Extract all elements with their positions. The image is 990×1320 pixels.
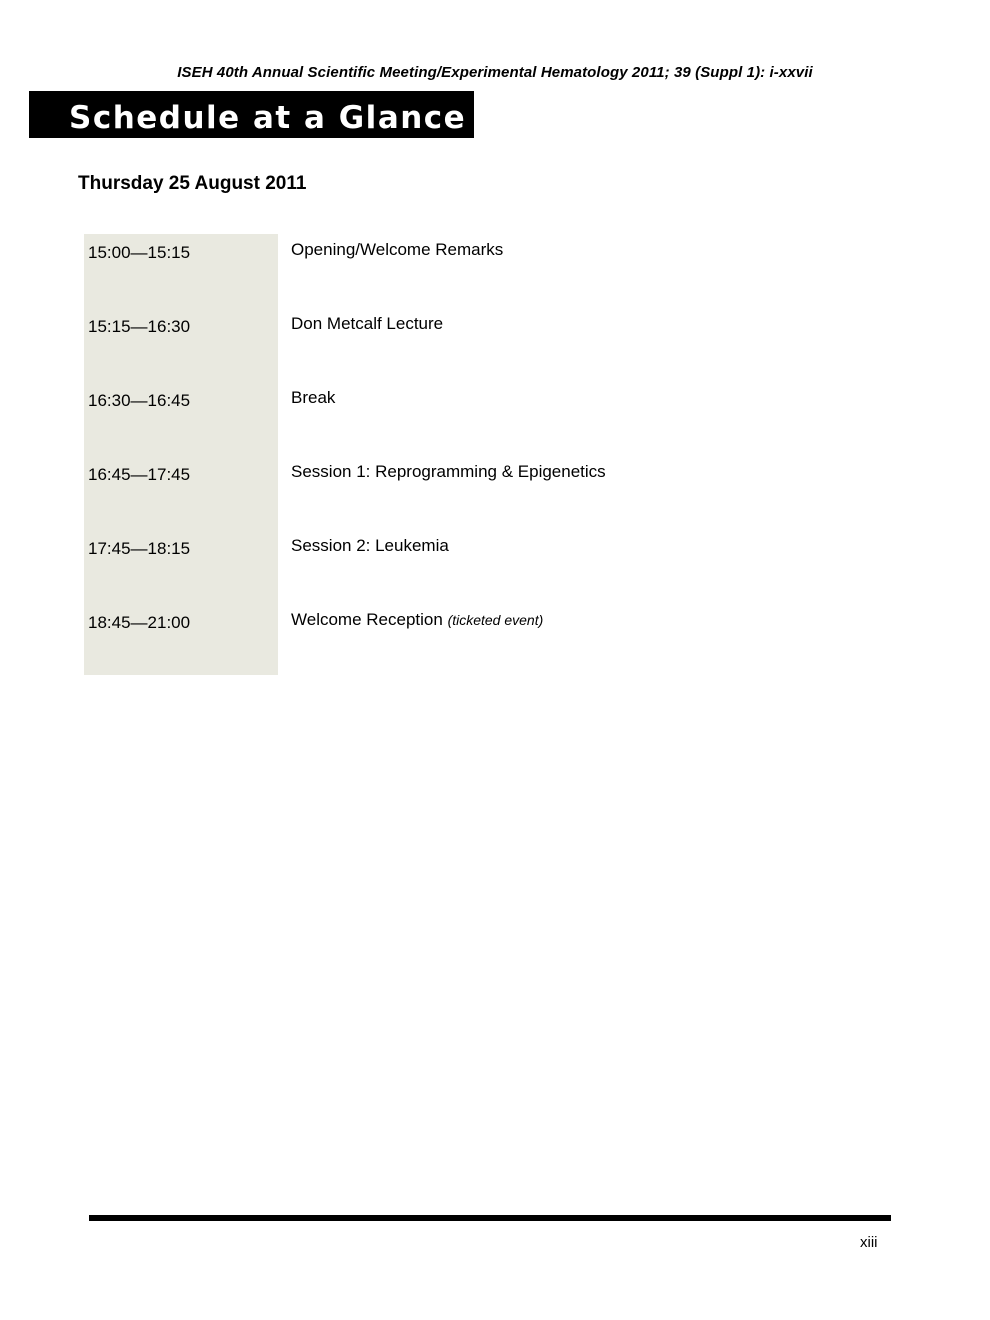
schedule-time: 16:45—17:45 [88, 465, 191, 484]
schedule-row [0, 536, 900, 566]
schedule-time: 16:30—16:45 [88, 391, 191, 410]
schedule-event-note: (ticketed event) [447, 612, 544, 628]
schedule-time: 15:15—16:30 [88, 317, 191, 336]
schedule-event-title: Welcome Reception [291, 610, 443, 629]
page-number: xiii [860, 1234, 878, 1251]
schedule-row [0, 240, 900, 270]
schedule-time: 17:45—18:15 [88, 539, 191, 558]
schedule-row [0, 314, 900, 344]
schedule-row [0, 462, 900, 492]
time-column-background [84, 234, 278, 675]
schedule-event [291, 388, 335, 408]
schedule-time: 18:45—21:00 [88, 613, 191, 632]
schedule-event-title: Session 1: Reprogramming & Epigenetics [291, 462, 606, 481]
schedule-event [291, 536, 449, 556]
schedule-event-title: Don Metcalf Lecture [291, 314, 444, 333]
footer-divider [89, 1215, 891, 1221]
schedule-event-title: Session 2: Leukemia [291, 536, 449, 555]
schedule-event-title: Break [291, 388, 336, 407]
schedule-row [0, 610, 900, 640]
running-header: ISEH 40th Annual Scientific Meeting/Experimental Hematology 2011; 39 (Suppl 1): i-xxvii [177, 64, 813, 81]
day-heading: Thursday 25 August 2011 [78, 173, 307, 194]
schedule-time: 15:00—15:15 [88, 243, 191, 262]
page-title: Schedule at a Glance [29, 91, 474, 138]
schedule-event-title: Opening/Welcome Remarks [291, 240, 504, 259]
schedule-event [291, 240, 503, 260]
schedule-event [291, 462, 606, 482]
schedule-event [291, 314, 443, 334]
schedule-row [0, 388, 900, 418]
schedule-event [291, 610, 543, 630]
